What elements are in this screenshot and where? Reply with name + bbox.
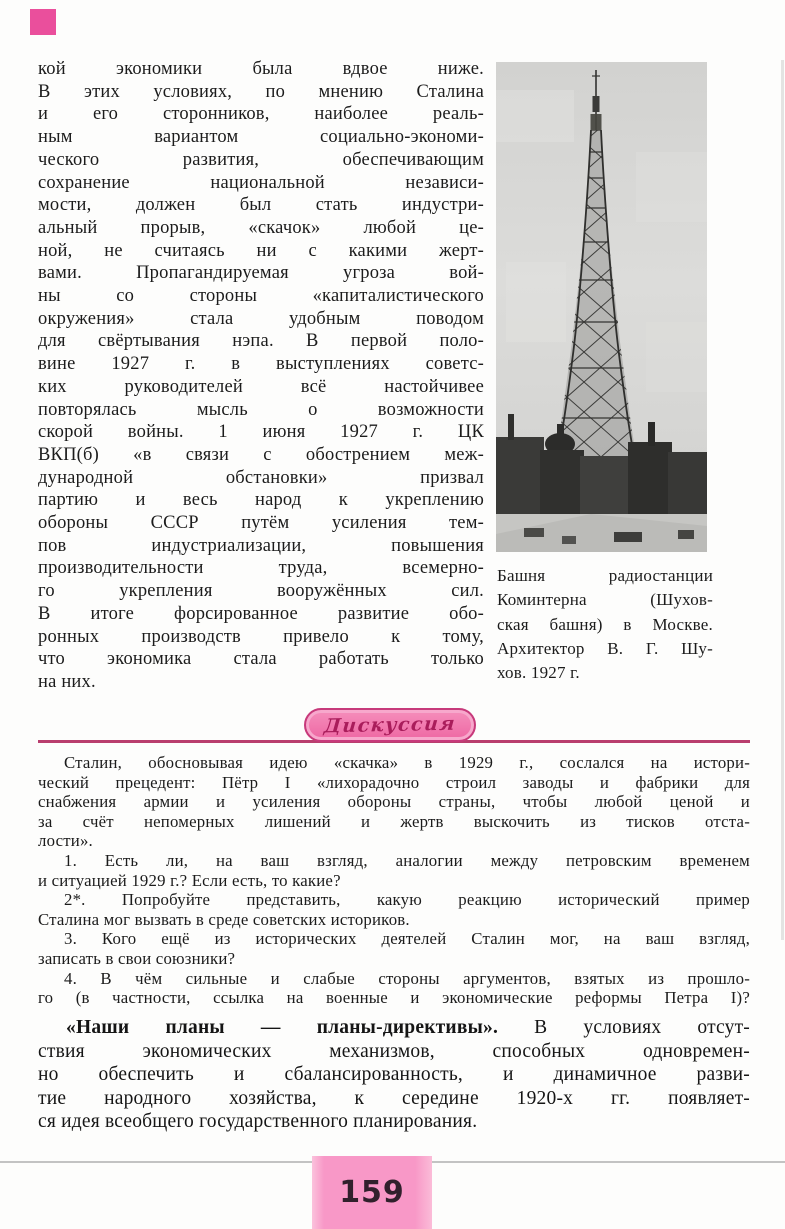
- body-text-line: что экономика стала работать только: [38, 649, 484, 670]
- caption-line: ская башня) в Москве.: [497, 614, 713, 634]
- shukhov-tower-photo: [496, 62, 707, 552]
- caption-line: хов. 1927 г.: [497, 663, 580, 683]
- caption-line: Башня радиостанции: [497, 566, 713, 585]
- body-text-line: альный прорыв, «скачок» любой це-: [38, 217, 484, 238]
- body-text-line: ронных производств привело к тому,: [38, 626, 484, 647]
- discussion-block: [38, 753, 750, 1008]
- lead-paragraph-line: тие народного хозяйства, к середине 1920-х гг. появляет-: [38, 1087, 750, 1109]
- body-text-line: и его сторонников, наиболее реаль-: [38, 104, 484, 125]
- discussion-question: 4. В чём сильные и слабые стороны аргументов, взятых из прошло-: [64, 968, 750, 988]
- body-text: [38, 58, 484, 694]
- body-text-line: производительности труда, всемерно-: [38, 558, 484, 579]
- discussion-line: ческий прецедент: Пётр I «лихорадочно строил заводы и фабрики для: [38, 772, 750, 792]
- body-text-line: окружения» стала удобным поводом: [38, 308, 484, 329]
- discussion-question: 2*. Попробуйте представить, какую реакцию исторический пример: [64, 890, 750, 910]
- tower-illustration: [496, 62, 707, 552]
- caption-line: Архитектор В. Г. Шу-: [497, 638, 713, 658]
- caption-line: Коминтерна (Шухов-: [497, 590, 713, 610]
- discussion-line: снабжения армии и усиления обороны страны, чтобы любой ценой и: [38, 792, 750, 812]
- lead-paragraph-line: ся идея всеобщего государственного планирования.: [38, 1111, 478, 1133]
- discussion-question: 3. Кого ещё из исторических деятелей Сталин мог, на ваш взгляд,: [64, 929, 750, 949]
- body-text-line: сохранение национальной независи-: [38, 172, 484, 193]
- page-number-box: [312, 1156, 432, 1229]
- lead-paragraph-rest: В условиях отсут-: [498, 1017, 750, 1038]
- discussion-line: Сталин, обосновывая идею «скачка» в 1929 г., сослался на истори-: [64, 753, 750, 772]
- lead-paragraph: [38, 1016, 750, 1134]
- lead-paragraph-line: [38, 1016, 750, 1040]
- body-text-line: ческого развития, обеспечивающим: [38, 149, 484, 170]
- photo-caption: [497, 564, 713, 685]
- discussion-line: за счёт непомерных лишений и жертв выскочить из тисков отста-: [38, 811, 750, 831]
- lead-paragraph-bold: «Наши планы — планы-директивы».: [66, 1017, 499, 1038]
- body-text-line: ной, не считаясь ни с какими жерт-: [38, 240, 484, 261]
- page-edge-shadow: [781, 60, 784, 940]
- discussion-ribbon: [304, 708, 476, 742]
- body-text-line: ны со стороны «капиталистического: [38, 286, 484, 307]
- chapter-color-marker: [30, 9, 56, 35]
- page-number: 159: [339, 1175, 405, 1210]
- body-text-line: пов индустриализации, повышения: [38, 535, 484, 556]
- body-text-line: дународной обстановки» призвал: [38, 467, 484, 488]
- discussion-ribbon-label: Дискуссия: [323, 712, 457, 738]
- body-text-line: вами. Пропагандируемая угроза вой-: [38, 263, 484, 284]
- body-text-line: В этих условиях, по мнению Сталина: [38, 81, 484, 102]
- body-text-line: ких руководителей всё настойчивее: [38, 376, 484, 397]
- body-text-line: скорой войны. 1 июня 1927 г. ЦК: [38, 422, 484, 443]
- body-text-line: на них.: [38, 671, 96, 692]
- body-text-line: для свёртывания нэпа. В первой поло-: [38, 331, 484, 352]
- lead-paragraph-line: но обеспечить и сбалансированность, и динамичное разви-: [38, 1064, 750, 1086]
- body-text-line: партию и весь народ к укреплению: [38, 490, 484, 511]
- body-text-line: ВКП(б) «в связи с обострением меж-: [38, 444, 484, 465]
- body-text-line: повторялась мысль о возможности: [38, 399, 484, 420]
- body-text-line: обороны СССР путём усиления тем-: [38, 513, 484, 534]
- body-text-line: го укрепления вооружённых сил.: [38, 581, 484, 602]
- discussion-question: 1. Есть ли, на ваш взгляд, аналогии между петровским временем: [64, 850, 750, 870]
- discussion-question: и ситуацией 1929 г.? Если есть, то какие?: [38, 870, 341, 890]
- body-text-line: кой экономики была вдвое ниже.: [38, 59, 484, 79]
- body-text-line: мости, должен был стать индустри-: [38, 195, 484, 216]
- discussion-question: го (в частности, ссылка на военные и экономические реформы Петра I)?: [38, 988, 750, 1008]
- discussion-line: лости».: [38, 831, 93, 851]
- lead-paragraph-line: ствия экономических механизмов, способных одновремен-: [38, 1040, 750, 1062]
- body-text-line: вине 1927 г. в выступлениях советс-: [38, 354, 484, 375]
- body-text-line: ным вариантом социально-экономи-: [38, 127, 484, 148]
- discussion-question: записать в свои союзники?: [38, 948, 236, 968]
- body-text-line: В итоге форсированное развитие обо-: [38, 603, 484, 624]
- discussion-question: Сталина мог вызвать в среде советских историков.: [38, 909, 410, 929]
